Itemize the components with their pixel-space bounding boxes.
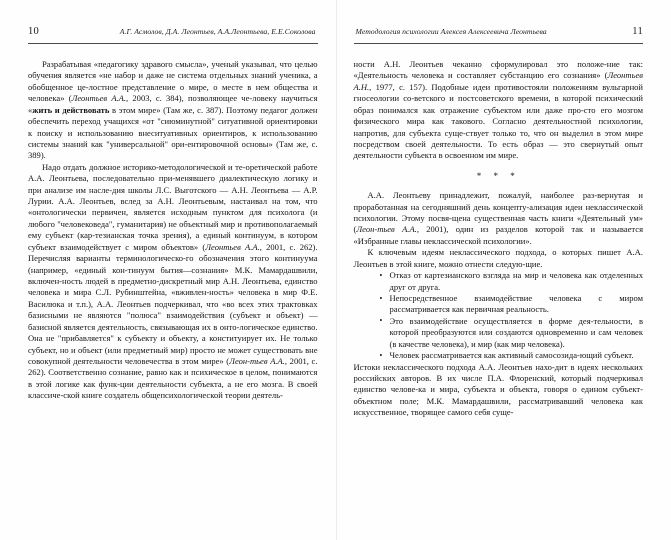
left-page-running-head bbox=[28, 26, 318, 44]
citation-italic: Леон-тьев А.А. bbox=[356, 224, 417, 235]
text-run: , 2001, с. 262). Соответственно сознание, равно как и психическое в целом, понимаются в этой логике как функ-ции деятельности субъекта, а не его мозга. В своей классиче-ской книге создатель общепсихологической теории деятель- bbox=[28, 355, 318, 401]
text-run: в этом мире» (Там же, с. 387). Поэтому педагог должен обеспечить переход учащихся «от "сиюминутной" ситуативной ориентировки к поиску и использованию внеситуативных ориентиров, к использованию системы знаний как "универсальной" ори-ентировочной основы» (Там же, с. 389). bbox=[28, 104, 318, 161]
paragraph bbox=[354, 59, 644, 162]
citation-italic: Леонтьев А.Н. bbox=[353, 70, 643, 92]
citation-italic: Леонтьев А.А. bbox=[205, 241, 260, 252]
paragraph bbox=[354, 190, 644, 247]
text-run: Истоки неклассического подхода А.А. Леонтьев нахо-дит в идеях нескольких российских авторов. В их числе П.А. Флоренский, который подчеркивал единство челове-ка и мира, субъекта и объекта, говоря о едином субъект-объектном поле; М.К. Мамардашвили, рассматривавший человека как искусственное, творящее самого себя суще- bbox=[353, 361, 643, 418]
emphasis-bold: жить и действовать bbox=[32, 104, 110, 115]
list-item: • Это взаимодействие осуществляется в форме дея-тельности, в которой преобразуются или создаются одновременно и сам человек (в качестве человека), и мир (как мир человека). bbox=[380, 316, 644, 350]
list-item: • Отказ от картезианского взгляда на мир и человека как отделенных друг от друга. bbox=[380, 270, 644, 293]
paragraph bbox=[28, 59, 318, 162]
right-page-body bbox=[354, 59, 644, 419]
right-page-paragraphs-after-separator bbox=[354, 190, 644, 270]
list-item: • Человек рассматривается как активный самосозида-ющий субъект. bbox=[380, 350, 644, 361]
left-page-paragraphs bbox=[28, 59, 318, 402]
text-run: ности А.Н. Леонтьев чеканно сформулировал это положе-ние так: «Деятельность человека и составляет субстанцию его сознания» ( bbox=[353, 59, 643, 81]
left-page-body bbox=[28, 59, 318, 402]
text-run: Разрабатывая «педагогику здравого смысла», ученый указывал, что целью обучения является «не набор и даже не система отдельных знаний ученика, а обобщенное це-лостное представление о мире, о месте в нем общества и человека» ( bbox=[28, 59, 318, 104]
right-page bbox=[336, 0, 671, 540]
right-page-folio: 11 bbox=[632, 26, 643, 37]
section-separator: * * * bbox=[476, 170, 520, 181]
paragraph bbox=[354, 247, 644, 270]
right-page-title: Методология психологии Алексея Алексеевича Леонтьева bbox=[355, 27, 547, 36]
left-page-folio: 10 bbox=[28, 26, 40, 37]
right-page-paragraphs-after-bullets bbox=[354, 362, 644, 419]
key-ideas-list bbox=[354, 270, 644, 361]
text-run: , 2001, с. 262). Перечисляя варианты терминологическо-го обозначения этого континуума (например, «единый кон-тинуум бытия—сознания» М.К. Мамардашвили, включен-ность людей в предметно-дискретный мир А.Н. Леонтьева, единство человека и мира С.Л. Рубинштейна, «вживлен-ность» человека в мир Ф.Е. Василюка и т.п.), А.А. Леонтьев подчеркивал, что «во всех этих трактовках базисными не являются "полюса" взаимодействия (субъект и объект) — базисной является деятельность, связывающая их в онто-логическое единство. Она не "прибавляется" к субъекту и объекту, а конституирует их. Не только субъект, но и объект (или предметный мир) просто не может существовать вне совокупной деятельности человечества в этом мире» ( bbox=[28, 241, 318, 366]
text-run: , 2003, с. 384), позволяющее че-ловеку научиться « bbox=[28, 93, 318, 115]
right-page-running-head bbox=[354, 26, 644, 44]
citation-italic: Леонтьев А.А. bbox=[71, 93, 127, 104]
text-run: , 2001), один из разделов которой так и называется «Избранные главы неклассической психологии». bbox=[353, 224, 643, 246]
text-run: А.А. Леонтьеву принадлежит, пожалуй, наиболее раз-вернутая и проработанная на сегодняшний день концепту-ализация идеи неклассической психологии. Этому посвя-щена существенная часть книги «Деятельный ум» ( bbox=[353, 190, 643, 235]
right-page-paragraphs-before-separator bbox=[354, 59, 644, 162]
citation-italic: Леон-тьев А.А. bbox=[229, 355, 285, 366]
paragraph bbox=[354, 362, 644, 419]
left-page-authors: А.Г. Асмолов, Д.А. Леонтьев, А.А.Леонтьева, Е.Е.Соколова bbox=[119, 27, 316, 36]
text-run: Надо отдать должное историко-методологической и те-оретической работе А.А. Леонтьева, последовательно при-менявшего диалектическую логику и при анализе им насле-дия школы Л.С. Выготского — А.Н. Леонтьева — А.Р. Лурии. А.А. Леонтьев, вслед за А.Н. Леонтьевым, настаивал на том, что «онтологически первичен, является исходным пунктом для психолога (и любого "человековеда", гуманитария) не объектный мир и противополагаемый ему субъект (кар-тезианская точка зрения), а единый континуум, в котором субъект взаимодействует с миром объектов» ( bbox=[28, 161, 318, 252]
list-item: • Непосредственное взаимодействие человека с миром рассматривается как первичная реальность. bbox=[380, 293, 644, 316]
text-run: К ключевым идеям неклассического подхода, о которых пишет А.А. Леонтьев в этой книге, можно отнести следую-щие. bbox=[353, 247, 643, 269]
page-gutter bbox=[336, 0, 337, 540]
text-run: , 1977, с. 157). Подобные идеи противостояли положениям вульгарной гносеологии со-ветского и постсоветского времени, в которой психический образ понимался как отражение субъектом или даже про-сто его мозгом физического мира как такового. Согласно деятельностной психологии, напротив, для субъекта суще-ствует только то, что он выделил в этом мире посредством своей деятельности. То есть образ — это свернутый опыт деятельности субъекта в освоенном им мире. bbox=[353, 81, 643, 161]
paragraph bbox=[28, 162, 318, 402]
